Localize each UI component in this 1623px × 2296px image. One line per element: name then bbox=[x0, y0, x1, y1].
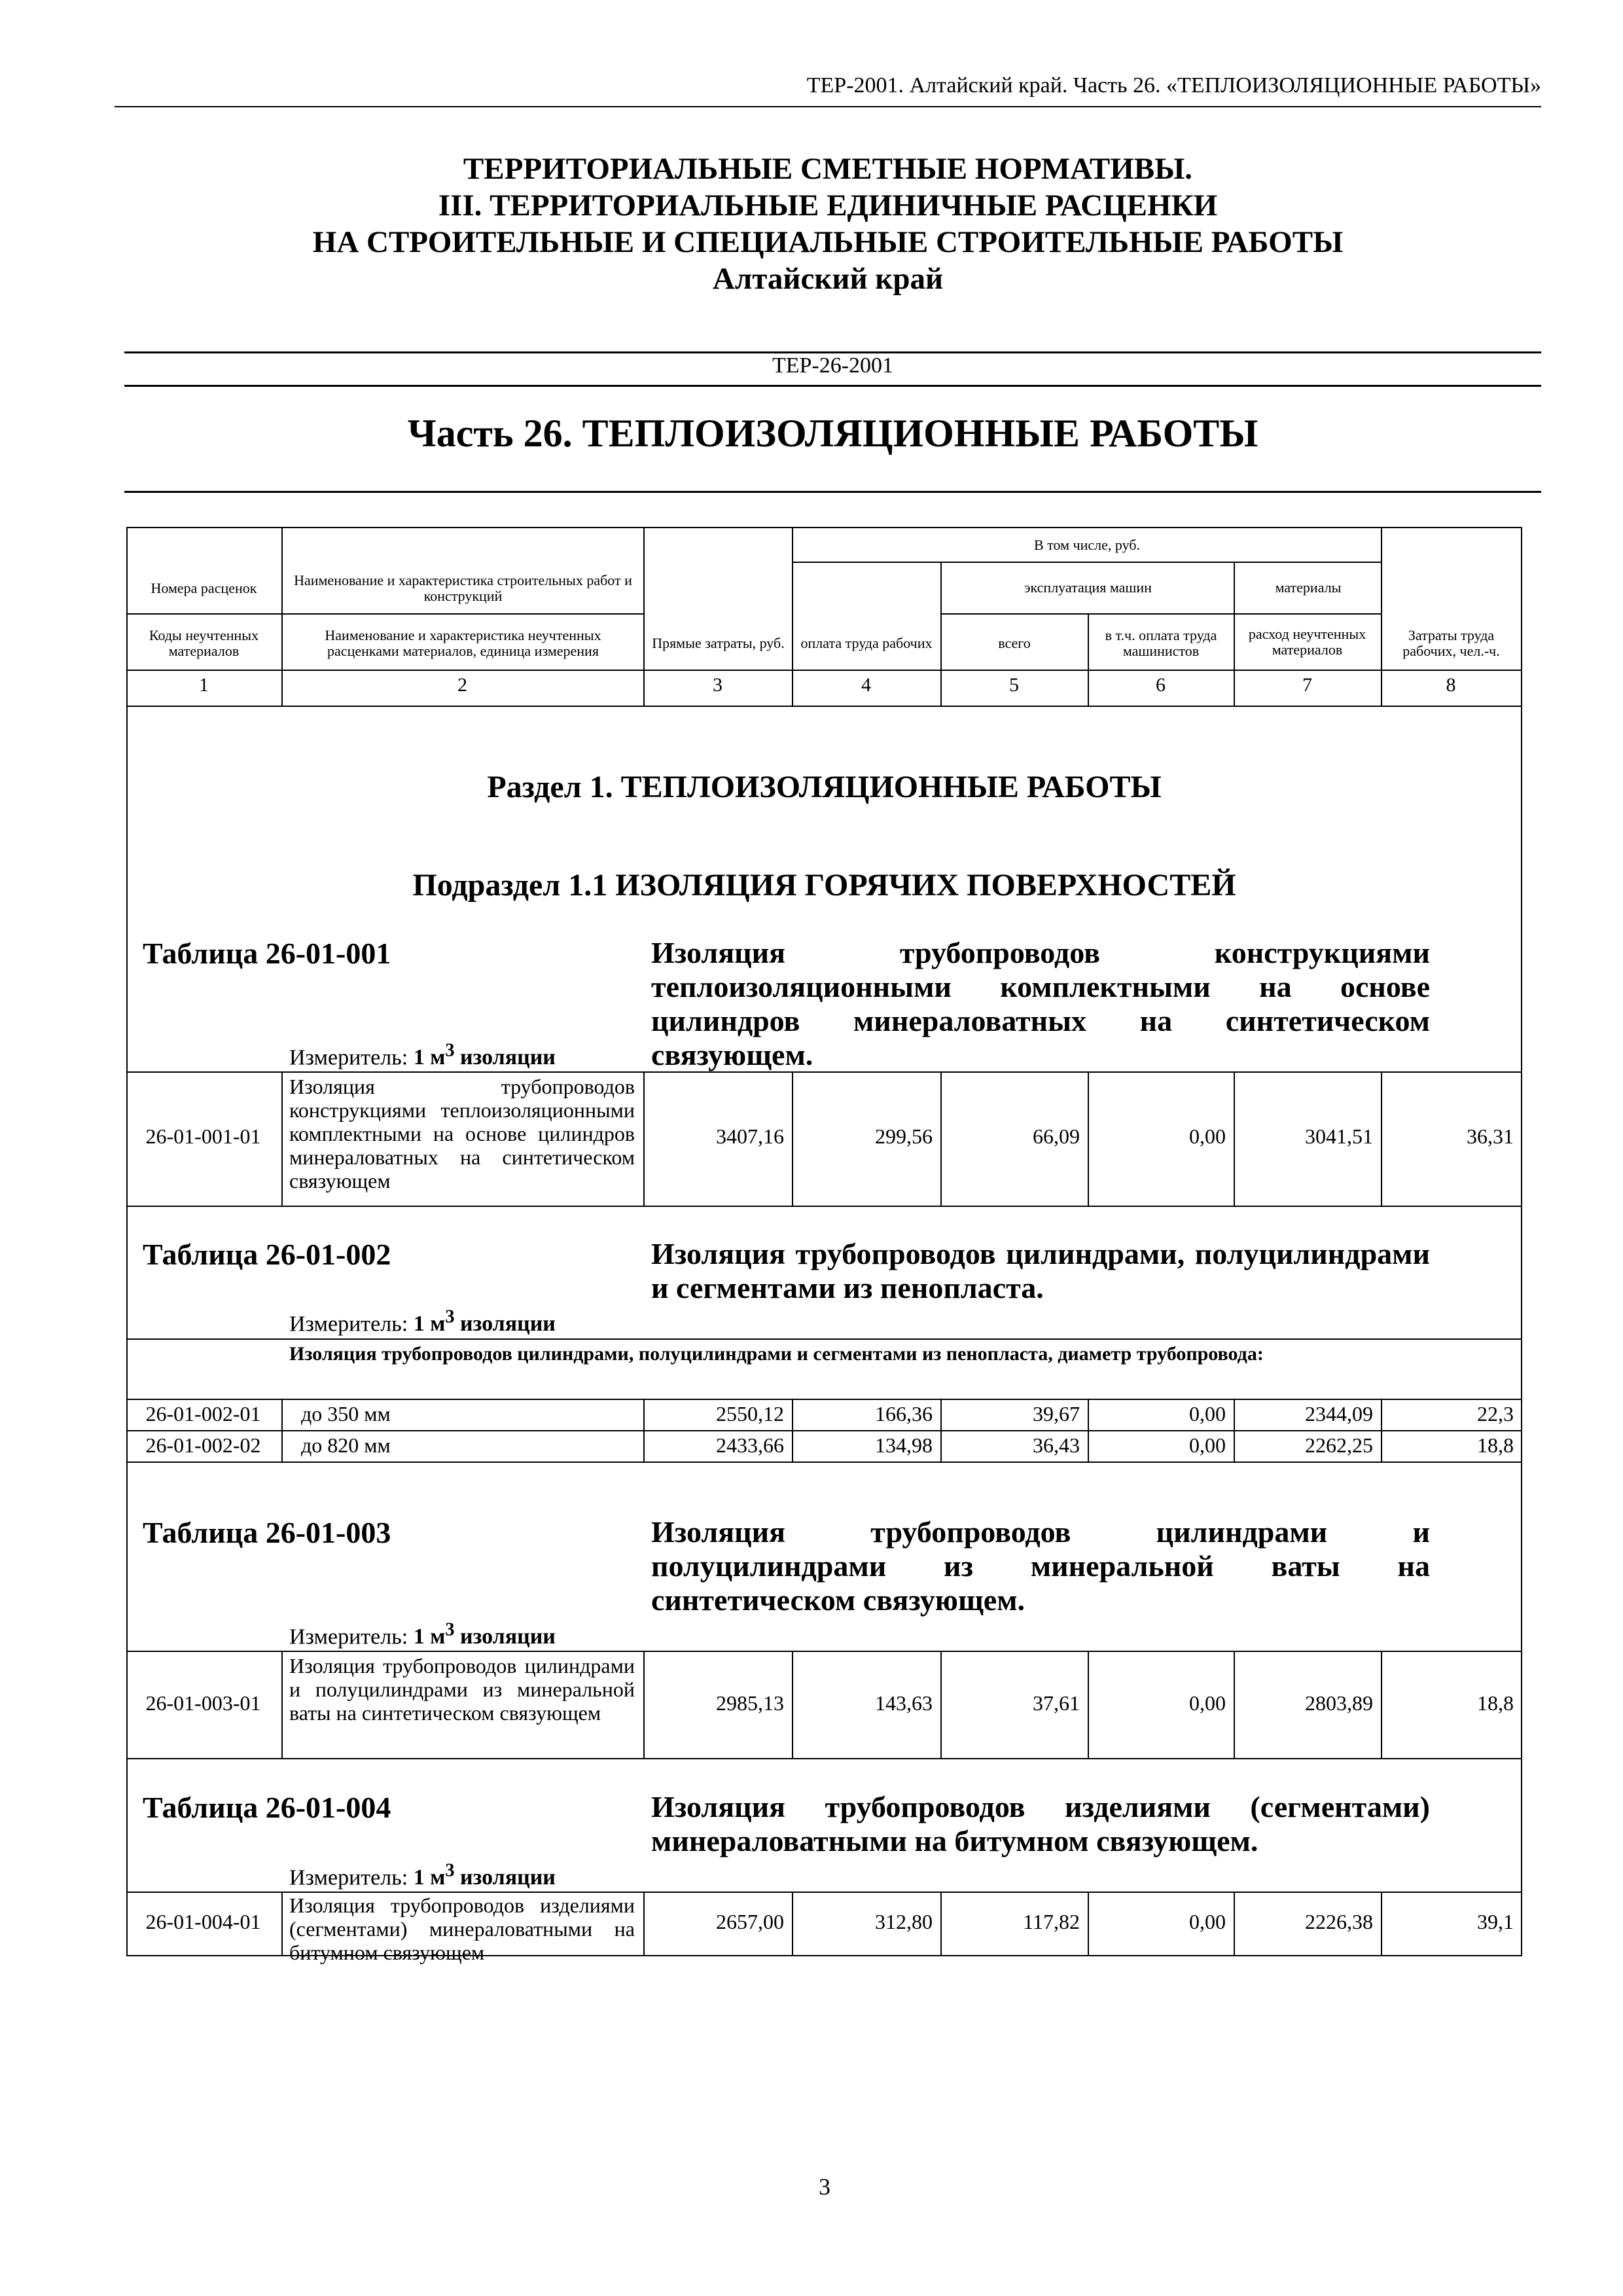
meter-superscript: 3 bbox=[445, 1861, 455, 1881]
group-name: Изоляция трубопроводов цилиндрами, полуцилиндрами и сегментами из пенопласта, диаметр трубопровода: bbox=[289, 1343, 1264, 1365]
column-number: 4 bbox=[861, 674, 871, 696]
grid-line bbox=[126, 1462, 1522, 1463]
title-line-2: III. ТЕРРИТОРИАЛЬНЫЕ ЕДИНИЧНЫЕ РАСЦЕНКИ bbox=[438, 188, 1218, 223]
labor-cost: 299,56 bbox=[875, 1124, 933, 1148]
header-materials: материалы bbox=[1275, 579, 1342, 596]
rate-name: до 350 мм bbox=[301, 1402, 391, 1426]
header-col8: Затраты труда рабочих, чел.-ч. bbox=[1402, 626, 1500, 659]
table-title: Изоляция трубопроводов цилиндрами и полуцилиндрами из минеральной ваты на синтетическом связующем. bbox=[651, 1515, 1430, 1617]
header-col6: в т.ч. оплата труда машинистов bbox=[1105, 626, 1217, 659]
grid-line bbox=[126, 1071, 1522, 1073]
drivers-cost: 0,00 bbox=[1189, 1910, 1226, 1933]
table-title: Изоляция трубопроводов конструкциями теплоизоляционными комплектными на основе цилиндров минераловатных на синтетическом связующем. bbox=[651, 936, 1430, 1071]
grid-line bbox=[281, 1892, 283, 1955]
column-number: 3 bbox=[713, 674, 722, 696]
header-col2-bottom: Наименование и характеристика неучтенных расценками материалов, единица измерения bbox=[325, 626, 601, 659]
header-col7: расход неучтенных материалов bbox=[1248, 626, 1366, 658]
meter-value: 1 $м^3$ изоляции bbox=[413, 1041, 556, 1070]
title-line-1: ТЕРРИТОРИАЛЬНЫЕ СМЕТНЫЕ НОРМАТИВЫ. bbox=[463, 152, 1193, 186]
doc-code: ТЕР-26-2001 bbox=[772, 353, 894, 378]
machines-cost: 36,43 bbox=[1033, 1433, 1080, 1457]
column-number: 2 bbox=[457, 674, 467, 696]
materials-cost: 2344,09 bbox=[1305, 1402, 1373, 1426]
page-number: 3 bbox=[819, 2174, 830, 2200]
subsection-title: Подраздел 1.1 ИЗОЛЯЦИЯ ГОРЯЧИХ ПОВЕРХНОСТЕЙ bbox=[412, 868, 1236, 903]
direct-cost: 2985,13 bbox=[716, 1691, 784, 1715]
header-col1-bottom: Коды неучтенных материалов bbox=[149, 626, 259, 659]
grid-line bbox=[126, 1399, 1522, 1400]
title-line-3: НА СТРОИТЕЛЬНЫЕ И СПЕЦИАЛЬНЫЕ СТРОИТЕЛЬНЫЕ РАБОТЫ bbox=[312, 225, 1344, 259]
meter-label bbox=[289, 1307, 556, 1336]
labor-hours: 39,1 bbox=[1477, 1910, 1514, 1933]
meter-superscript: 3 bbox=[445, 1620, 455, 1640]
meter-prefix: Измеритель: bbox=[289, 1312, 408, 1336]
title-line-4: Алтайский край bbox=[712, 262, 944, 296]
rate-name: Изоляция трубопроводов изделиями (сегментами) минераловатными на битумном связующем bbox=[289, 1893, 635, 1964]
column-number: 5 bbox=[1009, 674, 1019, 696]
materials-cost: 2803,89 bbox=[1305, 1691, 1373, 1715]
labor-hours: 18,8 bbox=[1477, 1691, 1514, 1715]
direct-cost: 2657,00 bbox=[716, 1910, 784, 1933]
labor-cost: 166,36 bbox=[875, 1402, 933, 1426]
column-number: 8 bbox=[1446, 674, 1456, 696]
header-col1-top: Номера расценок bbox=[151, 579, 257, 596]
grid-line bbox=[126, 1430, 1522, 1431]
grid-line bbox=[126, 1758, 1522, 1759]
direct-cost: 3407,16 bbox=[716, 1124, 784, 1148]
materials-cost: 2262,25 bbox=[1305, 1433, 1373, 1457]
machines-cost: 39,67 bbox=[1033, 1402, 1080, 1426]
table-label: Таблица 26-01-001 bbox=[143, 937, 391, 970]
divider bbox=[124, 491, 1541, 493]
meter-superscript: 3 bbox=[445, 1041, 455, 1061]
grid-line bbox=[126, 1892, 1522, 1893]
labor-hours: 22,3 bbox=[1477, 1402, 1514, 1426]
header-incl: В том числе, руб. bbox=[1034, 536, 1140, 553]
grid-line bbox=[126, 1338, 1522, 1340]
drivers-cost: 0,00 bbox=[1189, 1402, 1226, 1426]
meter-value: 1 $м^3$ изоляции bbox=[413, 1861, 556, 1890]
drivers-cost: 0,00 bbox=[1189, 1691, 1226, 1715]
meter-prefix: Измеритель: bbox=[289, 1624, 408, 1649]
rate-code: 26-01-001-01 bbox=[145, 1124, 261, 1148]
column-number: 7 bbox=[1302, 674, 1312, 696]
table-title: Изоляция трубопроводов цилиндрами, полуцилиндрами и сегментами из пенопласта. bbox=[651, 1237, 1430, 1304]
section-title: Раздел 1. ТЕПЛОИЗОЛЯЦИОННЫЕ РАБОТЫ bbox=[487, 770, 1162, 804]
labor-hours: 36,31 bbox=[1467, 1124, 1514, 1148]
part-title: Часть 26. ТЕПЛОИЗОЛЯЦИОННЫЕ РАБОТЫ bbox=[407, 412, 1258, 455]
rate-name: Изоляция трубопроводов цилиндрами и полуцилиндрами из минеральной ваты на синтетическом связующем bbox=[289, 1654, 635, 1725]
labor-cost: 143,63 bbox=[875, 1691, 933, 1715]
header-col2-top: Наименование и характеристика строительных работ и конструкций bbox=[294, 571, 632, 604]
machines-cost: 37,61 bbox=[1033, 1691, 1080, 1715]
table-label: Таблица 26-01-002 bbox=[143, 1238, 391, 1271]
meter-suffix: изоляции bbox=[460, 1865, 556, 1890]
column-number: 6 bbox=[1156, 674, 1166, 696]
grid-line bbox=[126, 706, 1522, 707]
meter-label bbox=[289, 1861, 556, 1890]
meter-superscript: 3 bbox=[445, 1307, 455, 1327]
meter-prefix: Измеритель: bbox=[289, 1865, 408, 1890]
grid-line bbox=[792, 562, 1381, 563]
header-col3: Прямые затраты, руб. bbox=[652, 634, 785, 651]
table-label: Таблица 26-01-004 bbox=[143, 1791, 391, 1824]
labor-hours: 18,8 bbox=[1477, 1433, 1514, 1457]
grid-line bbox=[281, 1651, 283, 1758]
grid-line bbox=[940, 613, 1381, 615]
grid-line bbox=[281, 1071, 283, 1206]
meter-label bbox=[289, 1620, 556, 1649]
meter-prefix: Измеритель: bbox=[289, 1045, 408, 1070]
meter-label bbox=[289, 1041, 556, 1070]
meter-value: 1 $м^3$ изоляции bbox=[413, 1620, 556, 1649]
meter-suffix: изоляции bbox=[460, 1624, 556, 1649]
table-label: Таблица 26-01-003 bbox=[143, 1516, 391, 1549]
document-title bbox=[115, 151, 1541, 297]
header-col5: всего bbox=[998, 634, 1031, 651]
materials-cost: 3041,51 bbox=[1305, 1124, 1373, 1148]
grid-line bbox=[126, 670, 1522, 671]
grid-line bbox=[281, 1399, 283, 1462]
labor-cost: 134,98 bbox=[875, 1433, 933, 1457]
meter-suffix: изоляции bbox=[460, 1312, 556, 1336]
rate-code: 26-01-002-01 bbox=[145, 1402, 261, 1426]
divider bbox=[124, 385, 1541, 387]
direct-cost: 2550,12 bbox=[716, 1402, 784, 1426]
rate-name: до 820 мм bbox=[301, 1433, 391, 1457]
table-title: Изоляция трубопроводов изделиями (сегментами) минераловатными на битумном связующем. bbox=[651, 1790, 1430, 1857]
rate-code: 26-01-002-02 bbox=[145, 1433, 261, 1457]
running-header: ТЕР-2001. Алтайский край. Часть 26. «ТЕПЛОИЗОЛЯЦИОННЫЕ РАБОТЫ» bbox=[115, 73, 1541, 107]
meter-suffix: изоляции bbox=[460, 1045, 556, 1070]
meter-value: 1 $м^3$ изоляции bbox=[413, 1307, 556, 1336]
column-number: 1 bbox=[199, 674, 209, 696]
machines-cost: 66,09 bbox=[1033, 1124, 1080, 1148]
drivers-cost: 0,00 bbox=[1189, 1124, 1226, 1148]
header-machines: эксплуатация машин bbox=[1024, 579, 1152, 596]
header-col4: оплата труда рабочих bbox=[800, 634, 933, 651]
materials-cost: 2226,38 bbox=[1305, 1910, 1373, 1933]
rate-code: 26-01-003-01 bbox=[145, 1691, 261, 1715]
grid-line bbox=[126, 613, 643, 615]
direct-cost: 2433,66 bbox=[716, 1433, 784, 1457]
machines-cost: 117,82 bbox=[1023, 1910, 1080, 1933]
drivers-cost: 0,00 bbox=[1189, 1433, 1226, 1457]
rate-name: Изоляция трубопроводов конструкциями теплоизоляционными комплектными на основе цилиндров минераловатных на синтетическом связующем bbox=[289, 1075, 635, 1193]
grid-line bbox=[126, 1651, 1522, 1652]
grid-line bbox=[126, 1206, 1522, 1207]
rate-code: 26-01-004-01 bbox=[145, 1910, 261, 1933]
labor-cost: 312,80 bbox=[875, 1910, 933, 1933]
